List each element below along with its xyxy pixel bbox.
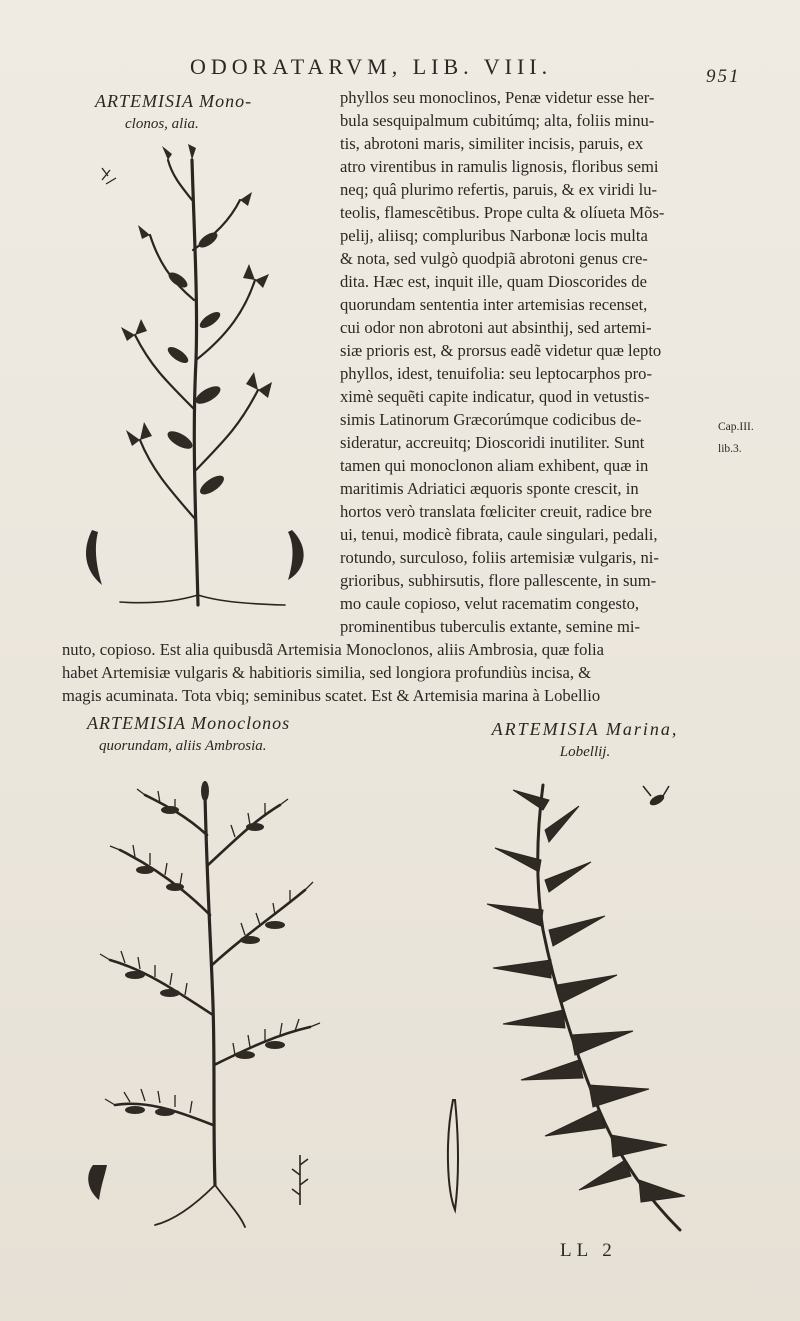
text-line: maritimis Adriatici æquoris sponte crescit, in [340,479,639,498]
text-line: tis, abrotoni maris, similiter incisis, paruis, ex [340,134,644,153]
caption-line: quorundam, aliis Ambrosia. [99,738,267,754]
caption-line: Lobellij. [559,744,611,760]
text-line: sideratur, accreuitq; Dioscoridi inutiliter. Sunt [340,433,645,452]
text-line: magis acuminata. Tota vbiq; seminibus scatet. Est & Artemisia marina à Lobellio [62,686,601,705]
caption-line: clonos, alia. [125,116,199,132]
text-line: tamen qui monoclonon aliam exhibent, quæ in [340,456,649,475]
caption-line: ARTEMISIA Monoclonos [87,713,291,733]
text-line: mo caule copioso, velut racematim congesto, [340,594,640,613]
text-line: siæ prioris est, & prorsus eadẽ videtur quæ lepto [340,341,662,360]
text-line: nuto, copioso. Est alia quibusdã Artemisia Monoclonos, aliis Ambrosia, quæ folia [62,640,605,659]
margin-note [718,416,754,460]
text-line: phyllos, idest, tenuifolia: seu leptocarphos pro- [340,364,652,383]
running-head: ODORATARVM, LIB. VIII. [190,54,553,79]
text-line: phyllos seu monoclinos, Penæ videtur esse her- [340,88,655,107]
text-line: pelij, aliisq; compluribus Narbonæ locis multa [340,226,648,245]
text-line: hortos verò translata fœliciter creuit, radice bre [340,502,652,521]
text-line: grioribus, subhirsutis, flore pallescente, in sum- [340,571,657,590]
text-line: ximè sequẽti capite indicatur, quod in vetustis- [340,387,650,406]
text-line: atro virentibus in ramulis lignosis, floribus semi [340,157,659,176]
woodcut-artemisia-marina [425,770,695,1240]
caption-line: ARTEMISIA Marina, [491,719,679,739]
text-line: ui, tenui, modicè fibrata, caule singulari, pedali, [340,525,658,544]
text-line: bula sesquipalmum cubitúmq; alta, foliis minu- [340,111,655,130]
text-line: rotundo, surculoso, foliis artemisiæ vulgaris, ni- [340,548,659,567]
text-line: habet Artemisiæ vulgaris & habitioris similia, sed longiora profundiùs incisa, & [62,663,592,682]
text-line: prominentibus tuberculis extante, semine mi- [340,617,641,636]
margin-note-line: lib.3. [718,443,742,455]
text-line: quorundam sententia inter artemisias recenset, [340,295,648,314]
plant-caption-artemisia-monoclonos-ambrosia [87,712,327,758]
woodcut-artemisia-monoclonos-alia [80,140,320,615]
plant-caption-artemisia-monoclonos-alia [95,90,305,136]
text-line: & nota, sed vulgò quodpiã abrotoni genus cre- [340,249,648,268]
woodcut-artemisia-ambrosia [75,765,340,1230]
caption-line: ARTEMISIA Mono- [95,91,253,111]
text-line: simis Latinorum Græcorúmque codicibus de- [340,410,642,429]
text-line: cui odor non abrotoni aut absinthij, sed artemi- [340,318,652,337]
text-line: teolis, flamescẽtibus. Prope culta & olíueta Mõs- [340,203,665,222]
printer-signature-mark: LL 2 [560,1240,617,1261]
plant-caption-artemisia-marina [465,718,705,764]
text-line: neq; quâ plurimo refertis, paruis, & ex viridi lu- [340,180,658,199]
page-number: 951 [706,66,741,87]
margin-note-line: Cap.III. [718,421,754,433]
text-line: dita. Hæc est, inquit ille, quam Dioscorides de [340,272,647,291]
